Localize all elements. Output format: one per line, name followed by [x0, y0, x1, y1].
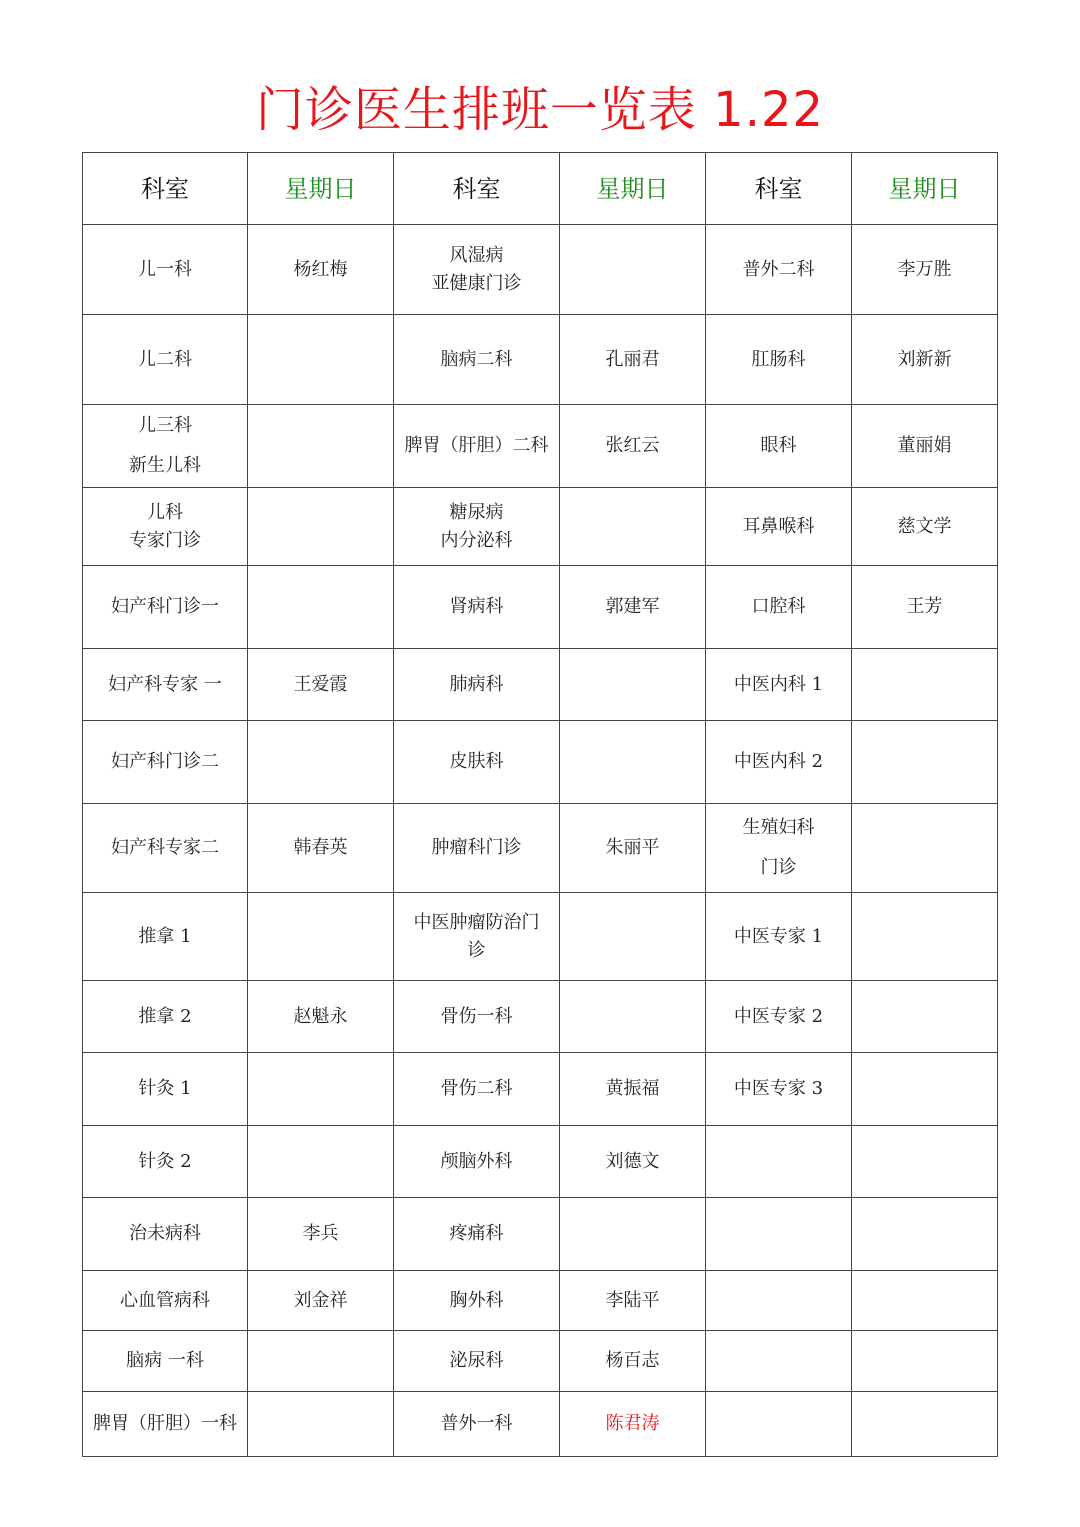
- dept-label: 脑病 一科: [126, 1350, 204, 1371]
- dept-cell-1: [83, 488, 248, 566]
- doctor-cell-2: [560, 981, 706, 1053]
- doctor-cell-1: [248, 893, 394, 981]
- doctor-name: 李兵: [302, 1223, 339, 1244]
- dept-label: 生殖妇科: [742, 817, 815, 838]
- dept-label: 口腔科: [751, 596, 806, 617]
- dept-cell-2: [394, 1053, 560, 1126]
- dept-cell-1: [83, 1392, 248, 1457]
- dept-cell-1: [83, 315, 248, 405]
- table-row: [83, 1126, 998, 1198]
- dept-label: 治未病科: [129, 1223, 201, 1244]
- dept-label: 胸外科: [449, 1289, 504, 1311]
- doctor-name: 杨红梅: [293, 258, 348, 280]
- header-row: [83, 153, 998, 225]
- dept-cell-2: [394, 225, 560, 315]
- doctor-cell-3: [852, 1053, 998, 1126]
- page-title: 门诊医生排班一览表 1.22: [255, 82, 825, 138]
- dept-cell-1: [83, 1271, 248, 1331]
- doctor-name: 刘新新: [897, 348, 952, 370]
- dept-cell-2: [394, 1126, 560, 1198]
- dept-cell-2: [394, 1198, 560, 1271]
- dept-label: 推拿 2: [138, 1005, 192, 1027]
- dept-cell-1: [83, 1126, 248, 1198]
- doctor-name: 董丽娟: [897, 435, 952, 456]
- dept-cell-3: [706, 1198, 852, 1271]
- dept-label: 亚健康门诊: [431, 272, 522, 294]
- dept-label: 针灸 1: [138, 1078, 192, 1099]
- dept-cell-2: [394, 1392, 560, 1457]
- dept-label: 妇产科门诊二: [111, 751, 219, 772]
- doctor-cell-3: [852, 1392, 998, 1457]
- doctor-cell-1: [248, 315, 394, 405]
- doctor-cell-3: [852, 225, 998, 315]
- dept-label: 肿瘤科门诊: [431, 837, 522, 858]
- doctor-cell-3: [852, 1126, 998, 1198]
- dept-cell-3: [706, 981, 852, 1053]
- table-row: [83, 225, 998, 315]
- doctor-name: 慈文学: [897, 515, 952, 537]
- dept-label: 妇产科专家二: [111, 837, 219, 858]
- dept-cell-3: [706, 315, 852, 405]
- doctor-name: 刘金祥: [293, 1289, 348, 1311]
- dept-cell-3: [706, 488, 852, 566]
- doctor-cell-1: [248, 225, 394, 315]
- dept-label: 推拿 1: [138, 925, 192, 947]
- dept-label: 中医内科 1: [733, 673, 824, 695]
- dept-cell-1: [83, 893, 248, 981]
- dept-cell-1: [83, 566, 248, 649]
- dept-cell-3: [706, 1053, 852, 1126]
- doctor-cell-1: [248, 1053, 394, 1126]
- doctor-cell-1: [248, 981, 394, 1053]
- dept-cell-3: [706, 225, 852, 315]
- dept-label: 眼科: [760, 435, 797, 456]
- dept-cell-1: [83, 1331, 248, 1392]
- dept-label: 普外二科: [742, 258, 815, 280]
- dept-cell-1: [83, 405, 248, 488]
- dept-label: 儿三科: [138, 415, 192, 436]
- doctor-cell-3: [852, 1271, 998, 1331]
- doctor-cell-3: [852, 488, 998, 566]
- doctor-cell-3: [852, 566, 998, 649]
- dept-label: 肛肠科: [751, 348, 806, 370]
- doctor-cell-1: [248, 804, 394, 893]
- doctor-cell-3: [852, 649, 998, 721]
- doctor-name: 王爱霞: [293, 673, 348, 695]
- doctor-cell-1: [248, 566, 394, 649]
- dept-cell-2: [394, 1271, 560, 1331]
- dept-label: 妇产科门诊一: [111, 596, 219, 617]
- dept-label: 专家门诊: [129, 529, 201, 551]
- dept-label: 中医专家 2: [733, 1005, 824, 1027]
- doctor-name: 王芳: [906, 596, 943, 617]
- doctor-name: 朱丽平: [605, 837, 660, 858]
- doctor-cell-1: [248, 1392, 394, 1457]
- header-day-3: 星期日: [852, 153, 998, 225]
- doctor-cell-1: [248, 649, 394, 721]
- doctor-cell-2: [560, 1271, 706, 1331]
- doctor-cell-2: [560, 1331, 706, 1392]
- dept-cell-3: [706, 649, 852, 721]
- dept-label: 肺病科: [449, 673, 504, 695]
- table-row: [83, 804, 998, 893]
- doctor-cell-2: [560, 721, 706, 804]
- dept-label: 糖尿病: [449, 501, 504, 523]
- table-row: [83, 1392, 998, 1457]
- dept-label: 心血管病科: [120, 1289, 210, 1311]
- doctor-cell-3: [852, 1198, 998, 1271]
- dept-label: 门诊: [760, 857, 797, 878]
- doctor-cell-1: [248, 405, 394, 488]
- dept-label: 新生儿科: [129, 455, 201, 476]
- doctor-cell-2: [560, 649, 706, 721]
- doctor-name: 赵魁永: [293, 1005, 348, 1027]
- dept-cell-1: [83, 1053, 248, 1126]
- doctor-cell-2: [560, 225, 706, 315]
- table-row: [83, 405, 998, 488]
- dept-cell-2: [394, 981, 560, 1053]
- doctor-cell-2: [560, 893, 706, 981]
- doctor-cell-3: [852, 893, 998, 981]
- header-dept-2: 科室: [394, 153, 560, 225]
- dept-cell-3: [706, 804, 852, 893]
- dept-label: 耳鼻喉科: [742, 515, 815, 537]
- table-row: [83, 721, 998, 804]
- doctor-cell-1: [248, 488, 394, 566]
- header-dept-1: 科室: [83, 153, 248, 225]
- dept-cell-1: [83, 225, 248, 315]
- dept-cell-3: [706, 721, 852, 804]
- doctor-cell-2: [560, 1198, 706, 1271]
- doctor-name: 李万胜: [897, 258, 952, 280]
- table-row: [83, 981, 998, 1053]
- table-row: [83, 1053, 998, 1126]
- dept-label: 脾胃（肝胆）二科: [404, 435, 549, 456]
- doctor-cell-1: [248, 1198, 394, 1271]
- dept-cell-2: [394, 405, 560, 488]
- dept-cell-3: [706, 405, 852, 488]
- doctor-cell-2: [560, 405, 706, 488]
- dept-cell-2: [394, 566, 560, 649]
- dept-label: 泌尿科: [449, 1350, 504, 1371]
- doctor-cell-3: [852, 315, 998, 405]
- doctor-name: 郭建军: [605, 596, 660, 617]
- dept-label: 骨伤一科: [440, 1005, 513, 1027]
- doctor-name: 黄振福: [605, 1078, 660, 1099]
- doctor-cell-3: [852, 721, 998, 804]
- dept-label: 皮肤科: [449, 751, 504, 772]
- dept-label: 疼痛科: [449, 1223, 504, 1244]
- schedule-table: [82, 152, 998, 1457]
- dept-label: 妇产科专家 一: [108, 673, 222, 695]
- doctor-cell-2: [560, 566, 706, 649]
- dept-cell-3: [706, 1331, 852, 1392]
- dept-label: 中医内科 2: [733, 751, 824, 772]
- dept-label: 内分泌科: [440, 529, 513, 551]
- table-row: [83, 893, 998, 981]
- table-row: [83, 1271, 998, 1331]
- doctor-cell-3: [852, 981, 998, 1053]
- dept-cell-3: [706, 1126, 852, 1198]
- doctor-cell-3: [852, 804, 998, 893]
- dept-cell-3: [706, 893, 852, 981]
- doctor-name: 孔丽君: [605, 348, 660, 370]
- dept-cell-2: [394, 804, 560, 893]
- dept-label: 儿二科: [138, 348, 192, 370]
- doctor-cell-2: [560, 1053, 706, 1126]
- header-day-2: 星期日: [560, 153, 706, 225]
- dept-cell-2: [394, 721, 560, 804]
- doctor-cell-1: [248, 1331, 394, 1392]
- dept-cell-1: [83, 981, 248, 1053]
- dept-label: 儿一科: [138, 258, 192, 280]
- dept-cell-1: [83, 721, 248, 804]
- dept-cell-3: [706, 1271, 852, 1331]
- header-day-1: 星期日: [248, 153, 394, 225]
- doctor-name: 杨百志: [605, 1350, 660, 1371]
- dept-label: 针灸 2: [138, 1150, 192, 1172]
- doctor-cell-2: [560, 315, 706, 405]
- doctor-name: 刘德文: [605, 1150, 660, 1172]
- doctor-cell-3: [852, 405, 998, 488]
- dept-label: 颅脑外科: [440, 1150, 513, 1172]
- table-row: [83, 649, 998, 721]
- doctor-cell-3: [852, 1331, 998, 1392]
- doctor-name: 李陆平: [605, 1289, 660, 1311]
- dept-label: 中医肿瘤防治门: [413, 911, 540, 933]
- dept-cell-2: [394, 488, 560, 566]
- table-row: [83, 315, 998, 405]
- table-row: [83, 1198, 998, 1271]
- table-row: [83, 1331, 998, 1392]
- doctor-cell-2: [560, 804, 706, 893]
- dept-cell-3: [706, 566, 852, 649]
- doctor-name: 陈君涛: [605, 1413, 660, 1434]
- table-row: [83, 488, 998, 566]
- dept-cell-1: [83, 804, 248, 893]
- dept-label: 儿科: [147, 501, 183, 523]
- doctor-cell-1: [248, 1271, 394, 1331]
- dept-cell-3: [706, 1392, 852, 1457]
- dept-cell-1: [83, 649, 248, 721]
- dept-label: 中医专家 1: [733, 925, 824, 947]
- doctor-cell-1: [248, 721, 394, 804]
- dept-cell-2: [394, 893, 560, 981]
- doctor-cell-2: [560, 1392, 706, 1457]
- dept-label: 风湿病: [449, 244, 504, 266]
- dept-label: 诊: [467, 939, 486, 961]
- doctor-cell-2: [560, 488, 706, 566]
- dept-label: 骨伤二科: [440, 1078, 513, 1099]
- dept-cell-2: [394, 315, 560, 405]
- doctor-cell-2: [560, 1126, 706, 1198]
- dept-label: 中医专家 3: [733, 1078, 824, 1099]
- doctor-name: 韩春英: [293, 837, 348, 858]
- dept-cell-1: [83, 1198, 248, 1271]
- table-row: [83, 566, 998, 649]
- dept-label: 脑病二科: [440, 348, 513, 370]
- dept-label: 肾病科: [449, 596, 504, 617]
- dept-label: 脾胃（肝胆）一科: [93, 1413, 237, 1434]
- doctor-name: 张红云: [605, 435, 660, 456]
- header-dept-3: 科室: [706, 153, 852, 225]
- dept-label: 普外一科: [440, 1413, 513, 1434]
- dept-cell-2: [394, 649, 560, 721]
- dept-cell-2: [394, 1331, 560, 1392]
- doctor-cell-1: [248, 1126, 394, 1198]
